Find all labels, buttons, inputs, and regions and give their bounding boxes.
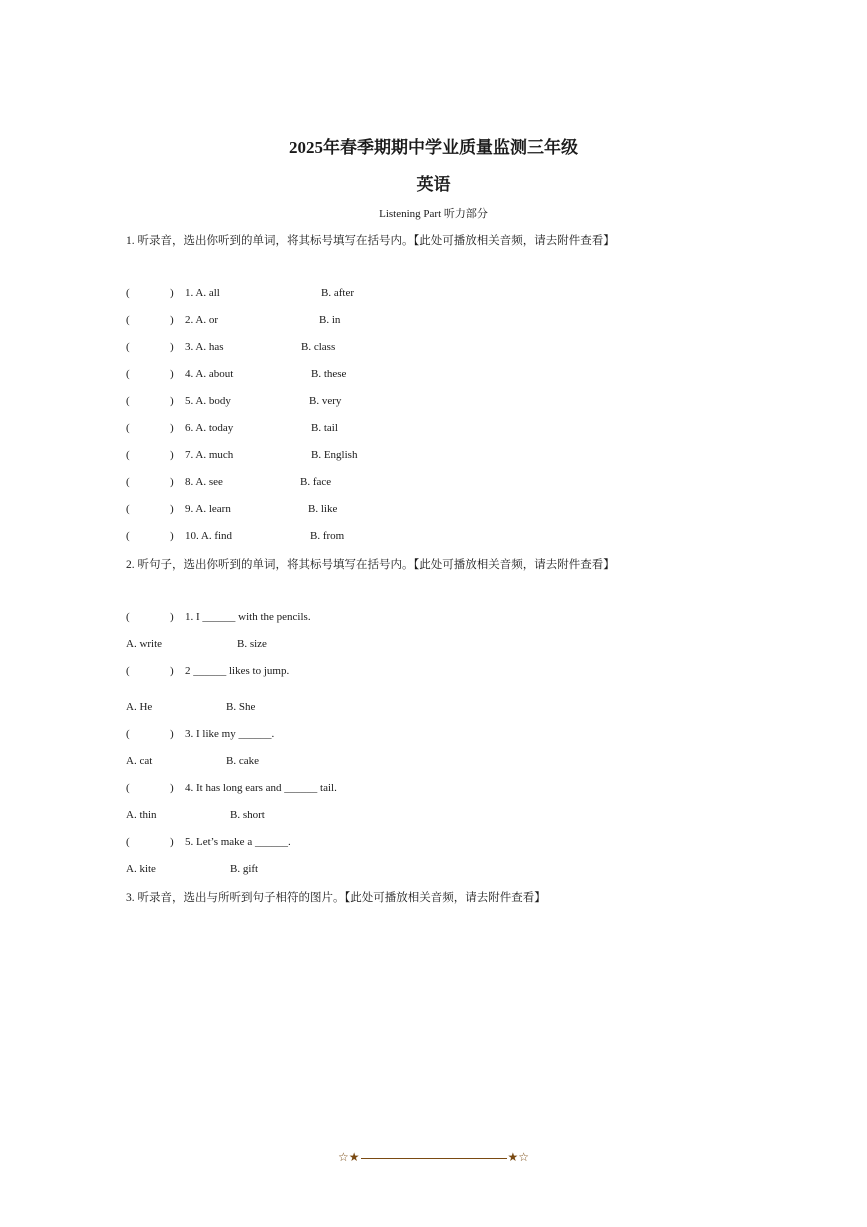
question-sentence: 1. I ______ with the pencils.	[185, 611, 311, 623]
section3-instruction: 3. 听录音，选出与所听到句子相符的图片。【此处可播放相关音频，请去附件查看】	[126, 892, 546, 904]
section1-instruction: 1. 听录音，选出你听到的单词，将其标号填写在括号内。【此处可播放相关音频，请去附件查看】	[126, 235, 615, 247]
option-a: 10. A. find	[185, 530, 233, 542]
answer-paren-left: (	[126, 611, 130, 623]
part-subtitle: Listening Part 听力部分	[379, 208, 488, 220]
answer-paren-left: (	[126, 503, 130, 515]
star-icon: ★☆	[507, 1150, 530, 1164]
option-b: B. short	[230, 809, 265, 821]
option-a: 2. A. or	[185, 314, 218, 326]
answer-paren-left: (	[126, 287, 130, 299]
option-a: 4. A. about	[185, 368, 234, 380]
answer-paren-right: )	[170, 476, 174, 488]
answer-paren-right: )	[170, 836, 174, 848]
option-a: 5. A. body	[185, 395, 231, 407]
option-b: B. these	[311, 368, 347, 380]
footer-decoration	[0, 1150, 867, 1165]
subject-title: 英语	[416, 175, 451, 194]
option-a: 3. A. has	[185, 341, 224, 353]
section2-instruction: 2. 听句子，选出你听到的单词，将其标号填写在括号内。【此处可播放相关音频，请去附件查看】	[126, 559, 615, 571]
option-b: B. gift	[230, 863, 259, 875]
answer-paren-left: (	[126, 665, 130, 677]
option-a: A. cat	[126, 755, 153, 767]
option-a: A. write	[126, 638, 163, 650]
answer-paren-left: (	[126, 530, 130, 542]
question-sentence: 3. I like my ______.	[185, 728, 275, 740]
answer-paren-left: (	[126, 449, 130, 461]
answer-paren-left: (	[126, 476, 130, 488]
answer-paren-left: (	[126, 422, 130, 434]
exam-title: 2025年春季期期中学业质量监测三年级	[289, 138, 578, 157]
answer-paren-left: (	[126, 341, 130, 353]
option-a: A. kite	[126, 863, 156, 875]
option-b: B. cake	[226, 755, 259, 767]
answer-paren-right: )	[170, 611, 174, 623]
answer-paren-right: )	[170, 368, 174, 380]
answer-paren-right: )	[170, 287, 174, 299]
option-b: B. English	[311, 449, 358, 461]
answer-paren-left: (	[126, 395, 130, 407]
answer-paren-right: )	[170, 728, 174, 740]
option-b: B. tail	[311, 422, 338, 434]
footer-rule	[361, 1158, 507, 1159]
answer-paren-left: (	[126, 728, 130, 740]
answer-paren-right: )	[170, 665, 174, 677]
option-b: B. face	[300, 476, 332, 488]
option-b: B. in	[319, 314, 341, 326]
option-a: 6. A. today	[185, 422, 234, 434]
option-b: B. like	[308, 503, 338, 515]
option-a: 9. A. learn	[185, 503, 231, 515]
answer-paren-right: )	[170, 782, 174, 794]
answer-paren-right: )	[170, 341, 174, 353]
option-b: B. from	[310, 530, 345, 542]
answer-paren-right: )	[170, 314, 174, 326]
option-a: 1. A. all	[185, 287, 220, 299]
answer-paren-left: (	[126, 782, 130, 794]
option-b: B. She	[226, 701, 256, 713]
option-b: B. after	[321, 287, 354, 299]
option-a: A. He	[126, 701, 153, 713]
option-a: 7. A. much	[185, 449, 234, 461]
option-a: A. thin	[126, 809, 157, 821]
answer-paren-right: )	[170, 503, 174, 515]
option-b: B. class	[301, 341, 336, 353]
answer-paren-left: (	[126, 368, 130, 380]
answer-paren-right: )	[170, 530, 174, 542]
answer-paren-left: (	[126, 314, 130, 326]
question-sentence: 4. It has long ears and ______ tail.	[185, 782, 337, 794]
option-b: B. very	[309, 395, 342, 407]
answer-paren-right: )	[170, 395, 174, 407]
question-sentence: 5. Let’s make a ______.	[185, 836, 291, 848]
star-icon: ☆★	[337, 1150, 360, 1164]
option-a: 8. A. see	[185, 476, 223, 488]
question-sentence: 2 ______ likes to jump.	[185, 665, 290, 677]
answer-paren-left: (	[126, 836, 130, 848]
answer-paren-right: )	[170, 422, 174, 434]
option-b: B. size	[237, 638, 267, 650]
answer-paren-right: )	[170, 449, 174, 461]
